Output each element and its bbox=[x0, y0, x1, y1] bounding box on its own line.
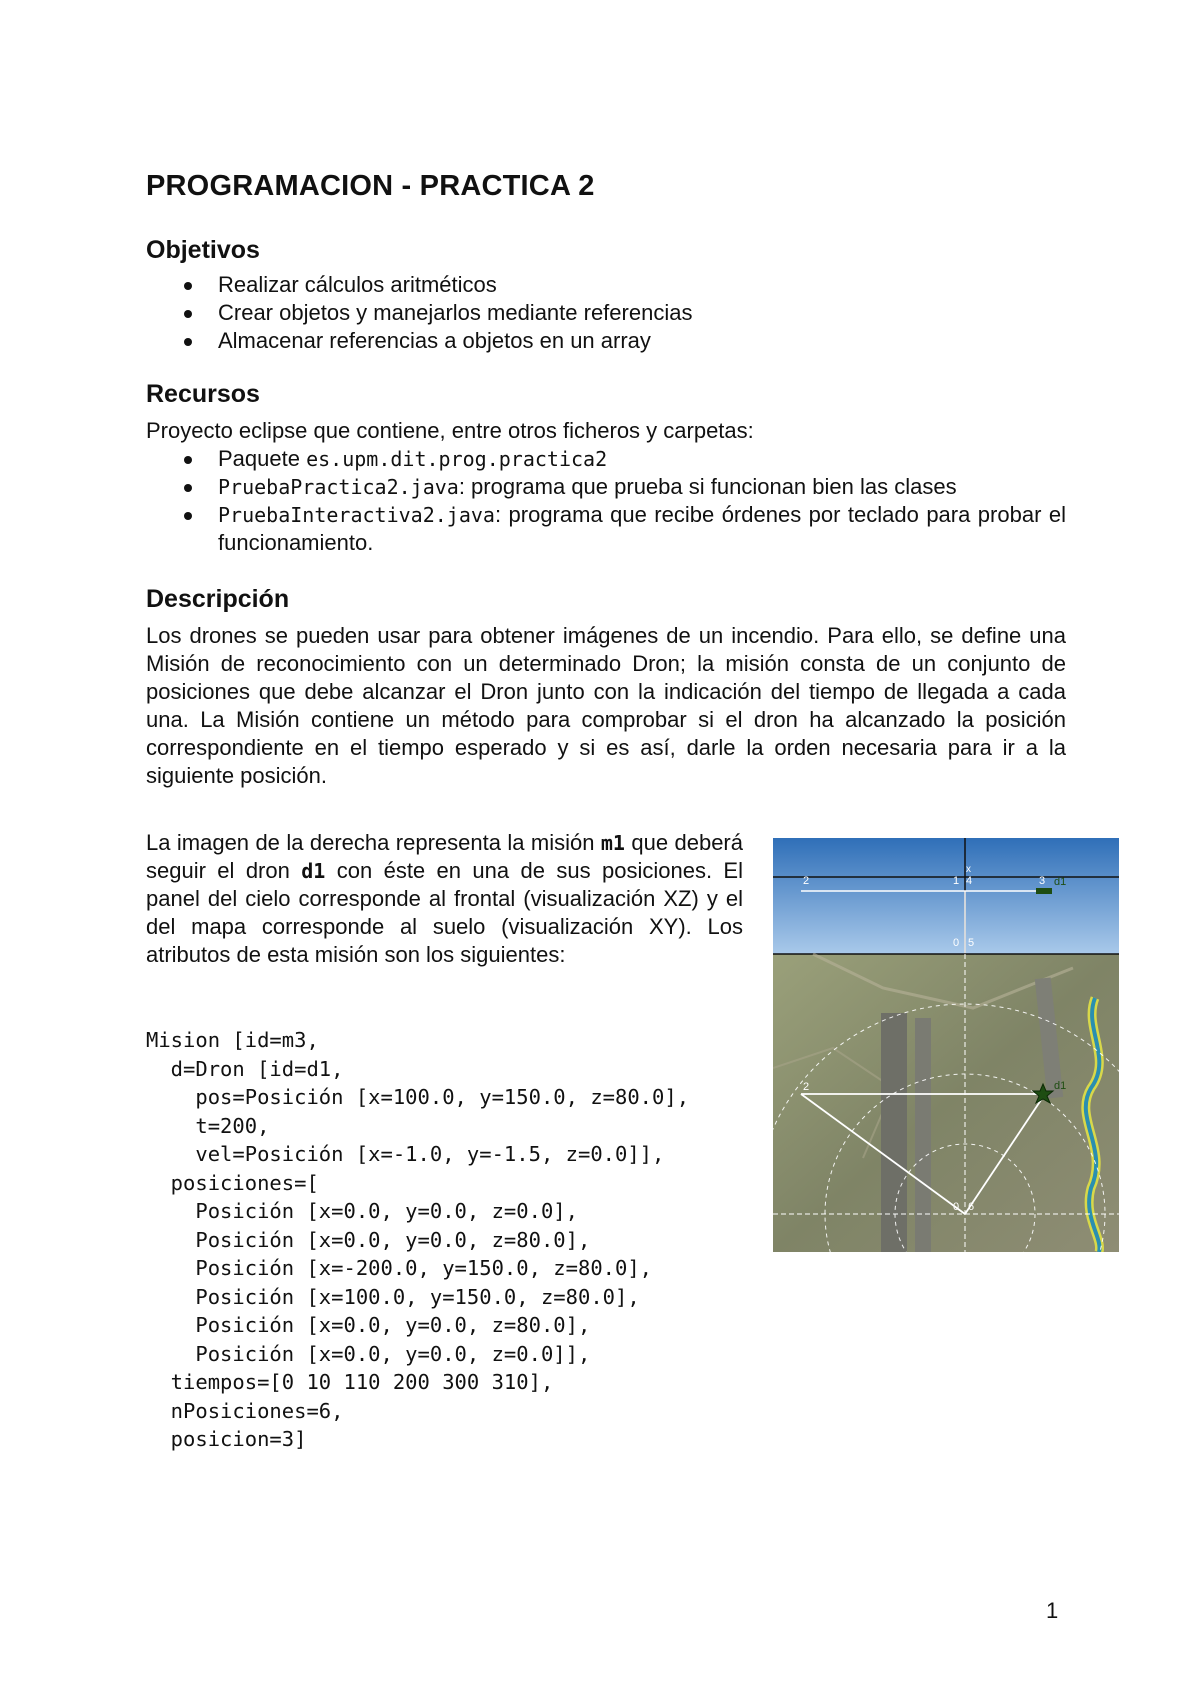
code-line: d=Dron [id=d1, bbox=[146, 1056, 344, 1081]
package-name: es.upm.dit.prog.practica2 bbox=[306, 447, 608, 471]
list-item bbox=[146, 473, 1066, 501]
item-prefix: Paquete bbox=[218, 446, 307, 471]
recursos-intro: Proyecto eclipse que contiene, entre otros ficheros y carpetas: bbox=[146, 418, 754, 443]
code-line: posiciones=[ bbox=[146, 1170, 319, 1195]
descripcion-text: Los drones se pueden usar para obtener imágenes de un incendio. Para ello, se define una Misión de reconocimiento con un determinado Dron; la misión consta de un conjunto de posiciones que debe alcanzar el Dron junto con la indicación del tiempo de llegada a cada una. La Misión contiene un método para comprobar si el dron ha alcanzado la posición correspondiente en el tiempo esperado y si es así, darle la orden necesaria para ir a la siguiente posición. bbox=[146, 623, 1066, 788]
file-name: PruebaInteractiva2.java bbox=[218, 503, 495, 527]
drone-id: d1 bbox=[301, 859, 326, 883]
sky-label: 4 bbox=[966, 875, 973, 887]
drone-marker-sky bbox=[1036, 888, 1052, 894]
sky-panel bbox=[773, 838, 1119, 954]
sky-label: 5 bbox=[968, 937, 975, 949]
page-number: 1 bbox=[1046, 1598, 1059, 1623]
item-description: : programa que recibe órdenes por teclado para probar el funcionamiento. bbox=[218, 502, 1066, 555]
sky-label: x bbox=[966, 864, 971, 875]
file-name: PruebaPractica2.java bbox=[218, 475, 459, 499]
code-line: posicion=3] bbox=[146, 1427, 307, 1451]
sky-label: 2 bbox=[803, 875, 810, 887]
mission-id: m1 bbox=[600, 831, 625, 855]
code-line: Posición [x=0.0, y=0.0, z=80.0], bbox=[146, 1313, 591, 1337]
code-line: vel=Posición [x=-1.0, y=-1.5, z=0.0]], bbox=[146, 1142, 665, 1166]
heading-recursos: Recursos bbox=[146, 380, 260, 408]
code-line: Posición [x=0.0, y=0.0, z=0.0]], bbox=[146, 1341, 591, 1366]
code-line: pos=Posición [x=100.0, y=150.0, z=80.0], bbox=[146, 1085, 690, 1109]
heading-descripcion: Descripción bbox=[146, 585, 290, 613]
heading-objetivos: Objetivos bbox=[146, 236, 260, 264]
text-run: con éste en una de sus posiciones. El panel del cielo corresponde al frontal (visualización XZ) y el del mapa corresponde al suelo (visualización XY). Los atributos de esta misión son los siguientes: bbox=[146, 858, 743, 967]
map-label: d1 bbox=[1054, 1080, 1067, 1092]
map-panel bbox=[773, 954, 1119, 1252]
code-line: Posición [x=0.0, y=0.0, z=0.0], bbox=[146, 1199, 578, 1223]
text-run: que deberá seguir el dron bbox=[146, 830, 743, 883]
code-line: tiempos=[0 10 110 200 300 310], bbox=[146, 1370, 554, 1394]
page-title: PROGRAMACION - PRACTICA 2 bbox=[146, 170, 595, 202]
list-item: Almacenar referencias a objetos en un array bbox=[146, 327, 1066, 355]
list-item: Crear objetos y manejarlos mediante referencias bbox=[146, 299, 1066, 327]
list-item: Realizar cálculos aritméticos bbox=[146, 271, 1066, 299]
map-label: 0 bbox=[953, 1201, 960, 1213]
code-line: nPosiciones=6, bbox=[146, 1398, 344, 1423]
code-line: t=200, bbox=[146, 1113, 270, 1138]
list-item bbox=[146, 501, 1066, 557]
text-run: La imagen de la derecha representa la misión bbox=[146, 830, 601, 855]
recursos-list bbox=[146, 445, 1066, 557]
code-line: Posición [x=100.0, y=150.0, z=80.0], bbox=[146, 1284, 640, 1309]
map-label: 2 bbox=[803, 1081, 810, 1093]
mission-visualization bbox=[773, 838, 1119, 1252]
figure-explanation bbox=[146, 829, 743, 969]
mission-figure bbox=[773, 838, 1119, 1252]
list-item bbox=[146, 445, 1066, 473]
code-line: Posición [x=-200.0, y=150.0, z=80.0], bbox=[146, 1256, 653, 1280]
code-line: Mision [id=m3, bbox=[146, 1028, 319, 1052]
sky-label: d1 bbox=[1054, 876, 1067, 888]
mission-code-block bbox=[146, 1026, 689, 1454]
map-label: 6 bbox=[968, 1201, 975, 1213]
sky-label: 1 bbox=[953, 875, 960, 887]
item-description: : programa que prueba si funcionan bien las clases bbox=[458, 474, 957, 499]
sky-label: 3 bbox=[1039, 875, 1046, 887]
code-line: Posición [x=0.0, y=0.0, z=80.0], bbox=[146, 1227, 591, 1252]
objetivos-list bbox=[146, 271, 1066, 355]
sky-label: 0 bbox=[953, 937, 960, 949]
